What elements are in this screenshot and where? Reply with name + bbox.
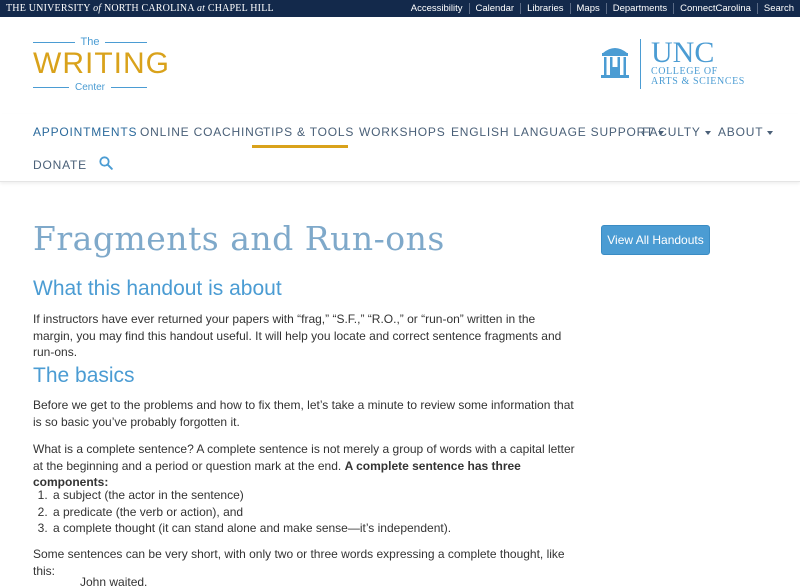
unc-wordmark	[651, 36, 745, 87]
nav-donate[interactable]: DONATE	[33, 158, 87, 172]
university-topbar	[0, 0, 800, 17]
nav-online-coaching[interactable]: ONLINE COACHING	[140, 125, 265, 139]
connectcarolina-link[interactable]: ConnectCarolina	[673, 3, 757, 14]
list-item: 1. a subject (the actor in the sentence)	[51, 487, 451, 504]
chevron-down-icon	[767, 131, 773, 135]
chevron-down-icon	[705, 131, 711, 135]
logo-divider	[640, 39, 641, 89]
nav-tips-tools[interactable]: TIPS & TOOLS	[263, 125, 355, 139]
college-line-2: ARTS & SCIENCES	[651, 76, 745, 87]
nav-about-label: ABOUT	[718, 125, 764, 139]
calendar-link[interactable]: Calendar	[469, 3, 521, 14]
site-header	[0, 17, 800, 114]
nav-faculty-label: FACULTY	[642, 125, 701, 139]
old-well-icon	[600, 41, 630, 81]
page-title: Fragments and Run-ons	[33, 219, 445, 258]
nav-english-language-support[interactable]	[451, 125, 664, 139]
logo-writing: WRITING	[33, 47, 170, 80]
nav-appointments[interactable]: APPOINTMENTS	[33, 125, 138, 139]
nav-faculty[interactable]	[642, 125, 711, 139]
section-heading-basics: The basics	[33, 364, 135, 387]
university-name[interactable]: THE UNIVERSITY of NORTH CAROLINA at CHAPEL HILL	[6, 3, 274, 14]
nav-workshops[interactable]: WORKSHOPS	[359, 125, 446, 139]
active-nav-indicator	[252, 145, 348, 148]
section-heading-about: What this handout is about	[33, 277, 282, 300]
logo-the: The	[33, 36, 147, 48]
section-about-text: If instructors have ever returned your papers with “frag,” “S.F.,” “R.O.,” or “run-on” written in the margin, you may find this handout useful. It will help you locate and correct sentence fragments and run-ons.	[33, 312, 562, 359]
list-item: 3. a complete thought (it can stand alone and make sense—it’s independent).	[51, 520, 451, 537]
maps-link[interactable]: Maps	[570, 3, 606, 14]
short-sentences-text: Some sentences can be very short, with only two or three words expressing a complete thought, like this:	[33, 547, 565, 578]
search-icon[interactable]	[99, 156, 113, 170]
college-line-1: COLLEGE OF	[651, 66, 718, 77]
libraries-link[interactable]: Libraries	[520, 3, 569, 14]
unc-college-logo[interactable]	[600, 36, 745, 91]
list-item: 2. a predicate (the verb or action), and	[51, 504, 451, 521]
utility-links	[405, 0, 800, 17]
accessibility-link[interactable]: Accessibility	[410, 3, 463, 14]
nav-about[interactable]	[718, 125, 773, 139]
nav-english-label: ENGLISH LANGUAGE SUPPORT	[451, 125, 655, 139]
logo-center: Center	[33, 82, 147, 93]
departments-link[interactable]: Departments	[606, 3, 673, 14]
search-link[interactable]: Search	[757, 3, 800, 14]
section-basics-text: Before we get to the problems and how to fix them, let’s take a minute to review some information that is so basic you’ve probably forgotten it.	[33, 398, 574, 429]
example-sentence: John waited.	[80, 575, 148, 588]
complete-sentence-bold: A complete sentence has three components:	[33, 458, 521, 489]
components-list	[51, 487, 451, 537]
complete-sentence-text	[33, 441, 578, 491]
complete-sentence-question: What is a complete sentence? A complete sentence is not merely a group of words with a capital letter at the beginning and a period or question mark at the end.	[33, 442, 575, 473]
unc-text: UNC	[651, 36, 715, 69]
view-all-handouts-button[interactable]: View All Handouts	[601, 225, 710, 255]
writing-center-logo[interactable]	[33, 36, 170, 93]
